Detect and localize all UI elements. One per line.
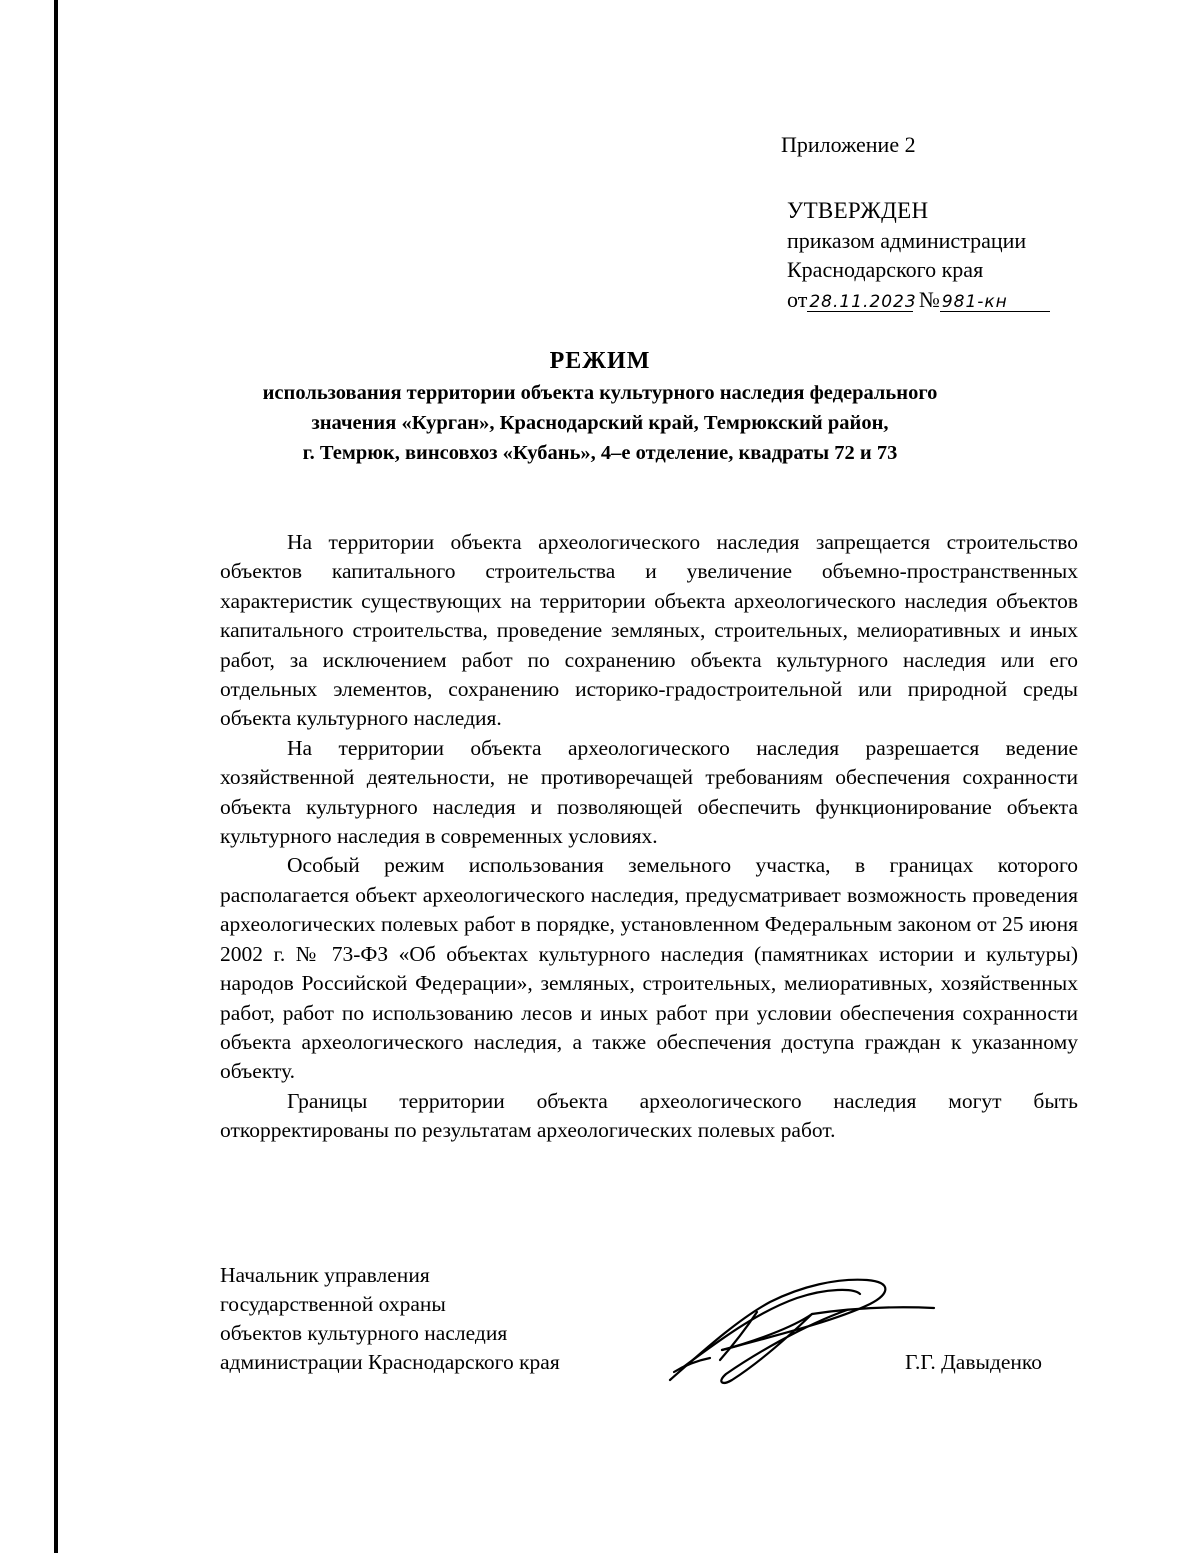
- paragraph-special-regime: Особый режим использования земельного участка, в границах которого располагается объект археологического наследия, предусматривает возможность проведения археологических полевых работ в порядке, установленном Федеральным законом от 25 июня 2002 г. № 73-ФЗ «Об объектах культурного наследия (памятниках истории и культуры) народов Российской Федерации», земляных, строительных, мелиоративных, хозяйственных работ, работ по использованию лесов и иных работ при условии обеспечения сохранности объекта археологического наследия, а также обеспечения доступа граждан к указанному объекту.: [220, 853, 1078, 1084]
- document-title: РЕЖИМ: [549, 348, 651, 374]
- date-prefix: от: [787, 286, 808, 312]
- signer-position-line-1: Начальник управления: [220, 1263, 430, 1287]
- paragraph-permitted-activity: На территории объекта археологического наследия разрешается ведение хозяйственной деятельности, не противоречащей требованиям обеспечения сохранности объекта культурного наследия и позволяющей обеспечить функционирование объекта культурного наследия в современных условиях.: [220, 735, 1078, 849]
- handwritten-order-number: 981-кн: [940, 293, 1050, 312]
- approval-date-line: [787, 285, 1050, 315]
- subtitle-line-3: г. Темрюк, винсовхоз «Кубань», 4–е отделение, квадраты 72 и 73: [302, 442, 898, 464]
- appendix-label: Приложение 2: [781, 132, 916, 157]
- number-prefix: №: [918, 286, 940, 312]
- handwritten-signature: [662, 1272, 942, 1390]
- document-title-block: [160, 344, 1040, 468]
- subtitle-line-1: использования территории объекта культурного наследия федерального: [262, 382, 938, 404]
- paragraph-boundaries: Границы территории объекта археологического наследия могут быть откорректированы по результатам археологических полевых работ.: [220, 1088, 1078, 1143]
- handwritten-date: 28.11.2023: [809, 291, 917, 312]
- document-body: [220, 528, 1078, 1146]
- signer-name: Г.Г. Давыденко: [905, 1350, 1043, 1374]
- subtitle-line-2: значения «Курган», Краснодарский край, Темрюкский район,: [311, 412, 889, 434]
- signer-position-line-2: государственной охраны: [220, 1292, 446, 1316]
- paragraph-prohibitions: На территории объекта археологического наследия запрещается строительство объектов капитального строительства и увеличение объемно-пространственных характеристик существующих на территории объекта археологического наследия объектов капитального строительства, проведение земляных, строительных, мелиоративных и иных работ, за исключением работ по сохранению объекта культурного наследия или его отдельных элементов, сохранению историко-градостроительной или природной среды объекта культурного наследия.: [220, 530, 1078, 731]
- approved-label: УТВЕРЖДЕН: [787, 198, 929, 223]
- approval-line-2: Краснодарского края: [787, 257, 984, 282]
- approval-block: [787, 196, 1050, 314]
- signer-position-line-4: администрации Краснодарского края: [220, 1350, 560, 1374]
- signer-position: [220, 1261, 560, 1377]
- signer-position-line-3: объектов культурного наследия: [220, 1321, 508, 1345]
- scan-left-edge: [54, 0, 58, 1553]
- approval-line-1: приказом администрации: [787, 227, 1027, 253]
